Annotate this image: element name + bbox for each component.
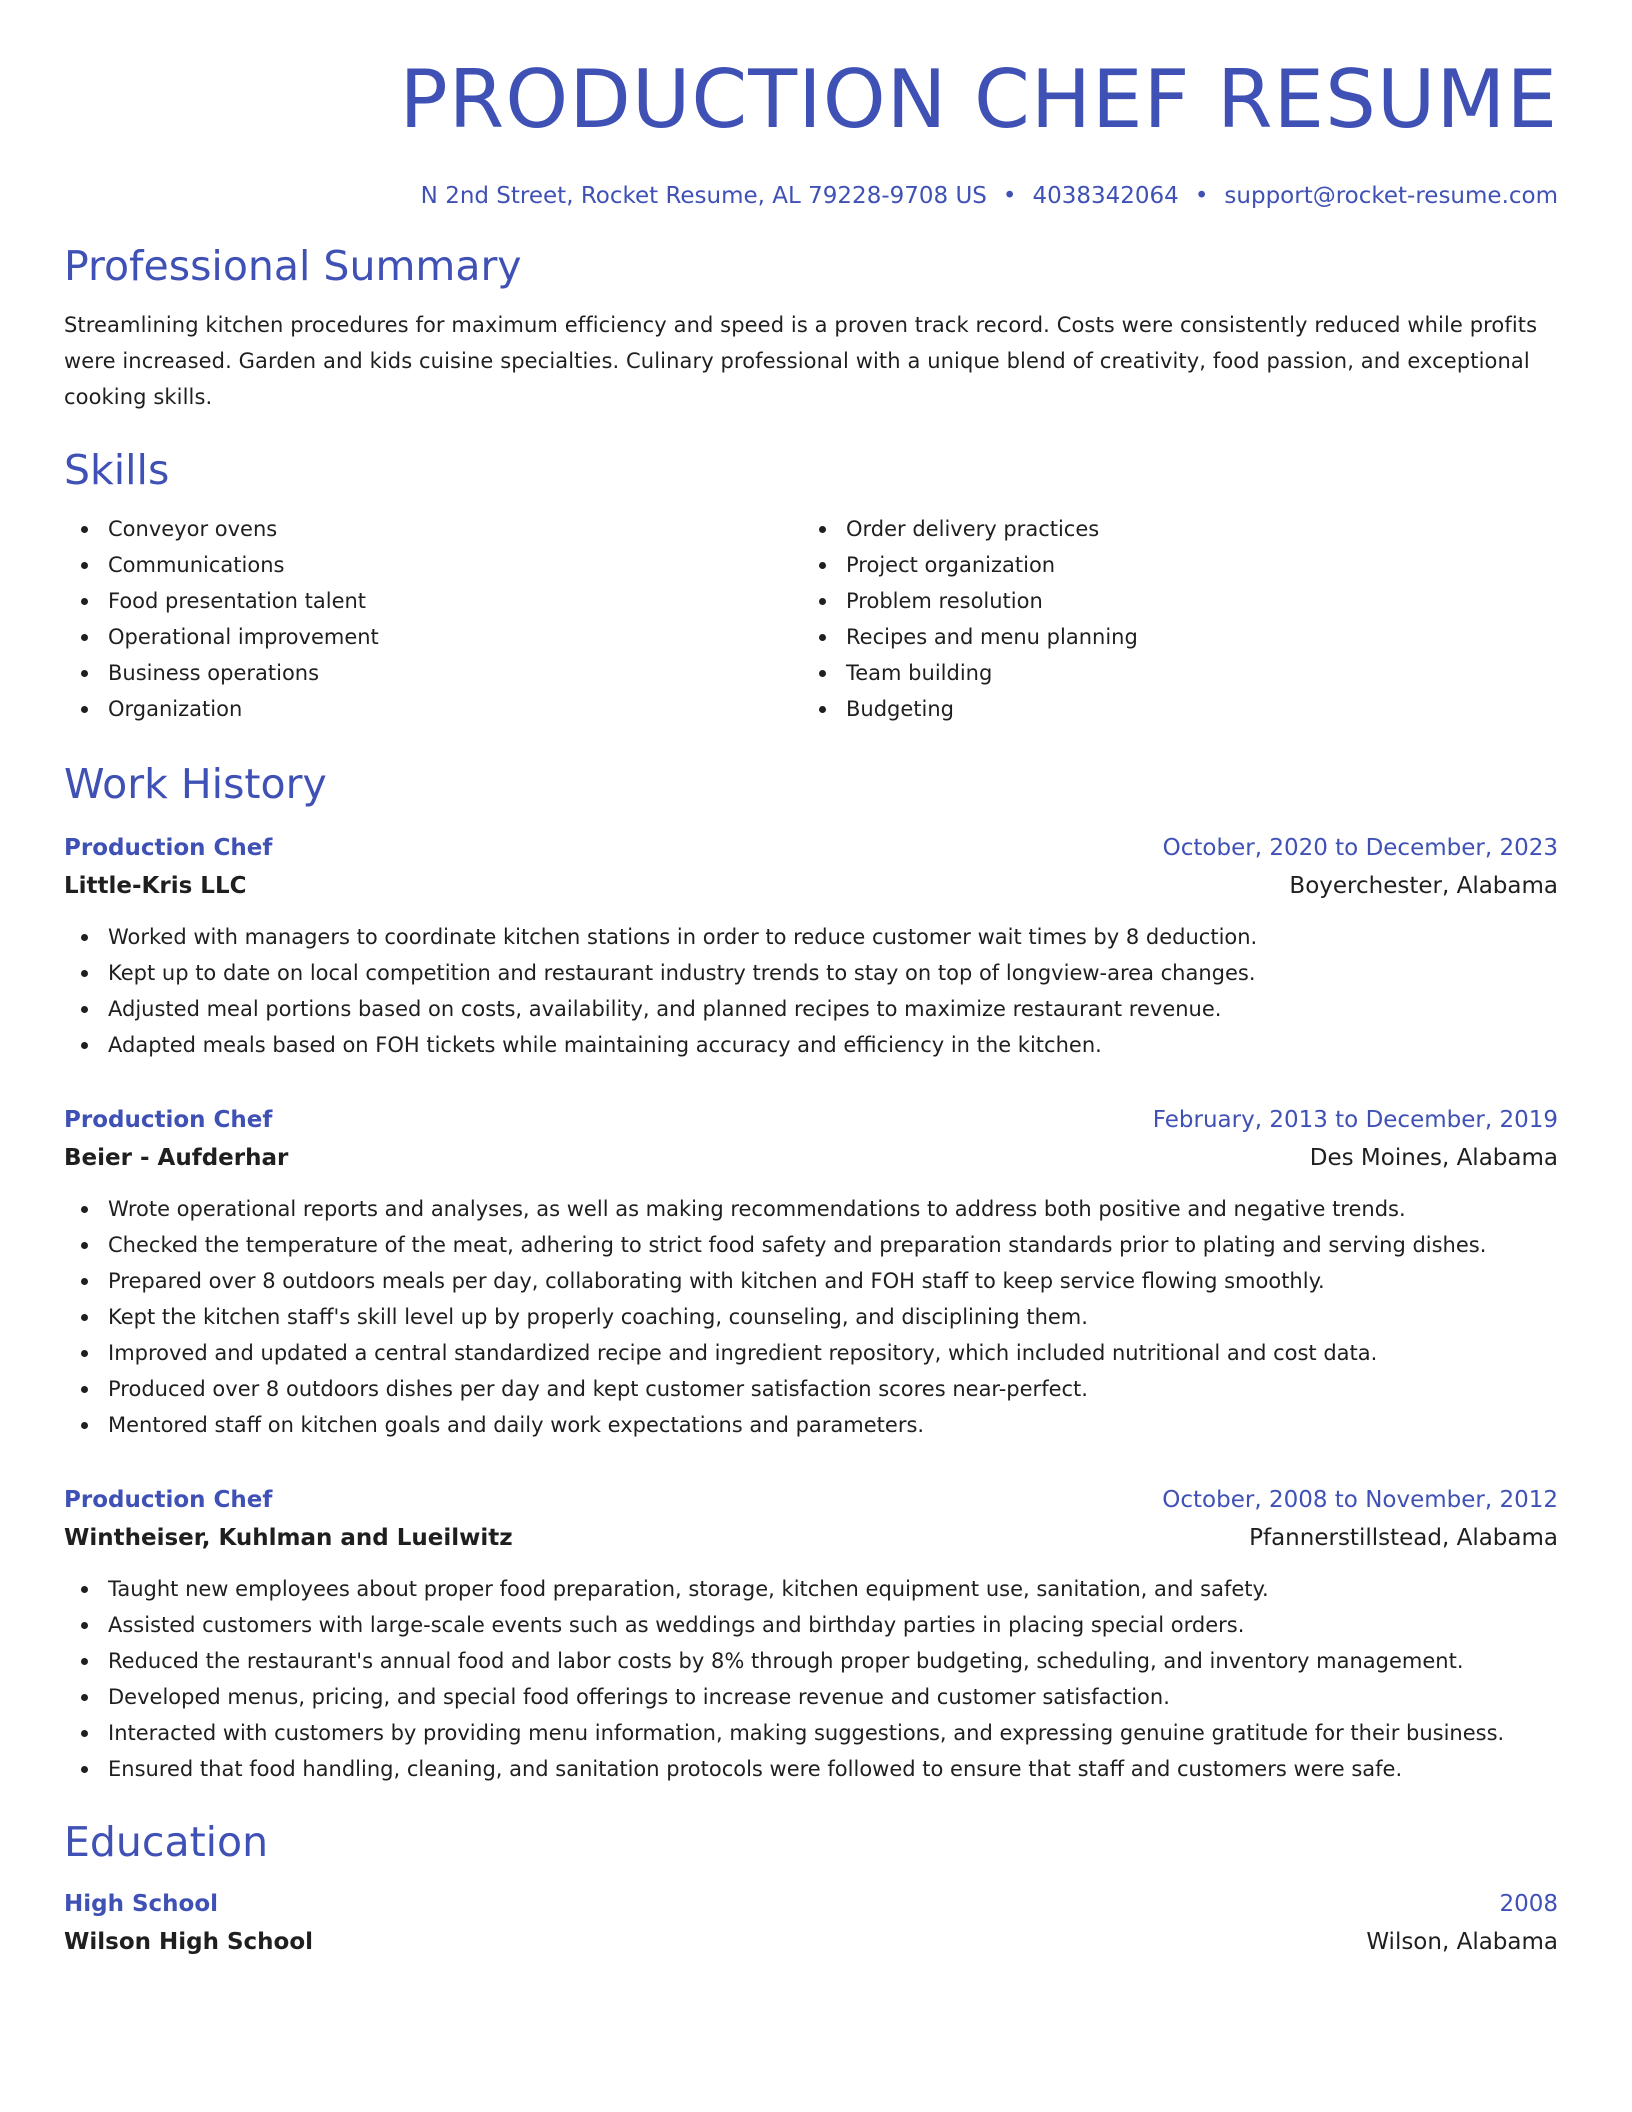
job-bullets	[64, 919, 1558, 1063]
job-location: Boyerchester, Alabama	[1289, 873, 1558, 899]
job-company: Little-Kris LLC	[64, 873, 247, 899]
skill-item: Order delivery practices	[802, 511, 1540, 547]
job-bullet: Assisted customers with large-scale events such as weddings and birthday parties in placing special orders.	[64, 1607, 1558, 1643]
job-header-row	[64, 1481, 1558, 1519]
skills-column-right	[802, 511, 1540, 727]
job-bullet: Worked with managers to coordinate kitchen stations in order to reduce customer wait times by 8 deduction.	[64, 919, 1558, 955]
section-title-summary: Professional Summary	[64, 242, 522, 290]
job-header-row	[64, 829, 1558, 867]
job-location: Pfannerstillstead, Alabama	[1249, 1525, 1558, 1551]
skill-item: Business operations	[64, 655, 802, 691]
job-company-row	[64, 1139, 1558, 1177]
contact-email: support@rocket-resume.com	[1224, 183, 1558, 209]
job-location: Des Moines, Alabama	[1309, 1145, 1558, 1171]
skill-item: Recipes and menu planning	[802, 619, 1540, 655]
contact-line	[64, 180, 1558, 212]
job-bullet: Prepared over 8 outdoors meals per day, collaborating with kitchen and FOH staff to keep service flowing smoothly.	[64, 1263, 1558, 1299]
job-bullet: Wrote operational reports and analyses, as well as making recommendations to address both positive and negative trends.	[64, 1191, 1558, 1227]
job-bullet: Taught new employees about proper food preparation, storage, kitchen equipment use, sanitation, and safety.	[64, 1571, 1558, 1607]
education-header-row	[64, 1885, 1558, 1923]
skill-item: Project organization	[802, 547, 1540, 583]
contact-separator: •	[1194, 183, 1209, 209]
skill-item: Communications	[64, 547, 802, 583]
section-title-skills: Skills	[64, 446, 170, 494]
resume-title: PRODUCTION CHEF RESUME	[399, 53, 1558, 146]
job-bullet: Kept the kitchen staff's skill level up by properly coaching, counseling, and disciplining them.	[64, 1299, 1558, 1335]
summary-text: Streamlining kitchen procedures for maximum efficiency and speed is a proven track record. Costs were consistently reduced while profits were increased. Garden and kids cuisine specialties. Culinary professional with a unique blend of creativity, food passion, and exceptional cooking skills.	[64, 313, 1538, 409]
job-bullets	[64, 1571, 1558, 1787]
contact-separator: •	[1002, 183, 1017, 209]
contact-address: N 2nd Street, Rocket Resume, AL 79228-9708 US	[420, 183, 987, 209]
skills-grid	[64, 511, 1558, 727]
job-title: Production Chef	[64, 835, 273, 861]
education-entry	[64, 1885, 1558, 1961]
job-company: Wintheiser, Kuhlman and Lueilwitz	[64, 1525, 513, 1551]
job-bullet: Mentored staff on kitchen goals and daily work expectations and parameters.	[64, 1407, 1558, 1443]
job-bullet: Improved and updated a central standardized recipe and ingredient repository, which included nutritional and cost data.	[64, 1335, 1558, 1371]
job-bullet: Interacted with customers by providing menu information, making suggestions, and expressing genuine gratitude for their business.	[64, 1715, 1558, 1751]
skill-item: Food presentation talent	[64, 583, 802, 619]
skill-item: Operational improvement	[64, 619, 802, 655]
skill-item: Budgeting	[802, 691, 1540, 727]
section-title-work-history: Work History	[64, 760, 327, 808]
resume-page	[64, 0, 1558, 1961]
job-bullet: Reduced the restaurant's annual food and labor costs by 8% through proper budgeting, scheduling, and inventory management.	[64, 1643, 1558, 1679]
job-header-row	[64, 1101, 1558, 1139]
skill-item: Team building	[802, 655, 1540, 691]
job-bullet: Developed menus, pricing, and special food offerings to increase revenue and customer satisfaction.	[64, 1679, 1558, 1715]
job-bullet: Adjusted meal portions based on costs, availability, and planned recipes to maximize restaurant revenue.	[64, 991, 1558, 1027]
education-school-row	[64, 1923, 1558, 1961]
job-bullets	[64, 1191, 1558, 1443]
education-school: Wilson High School	[64, 1929, 314, 1955]
skills-column-left	[64, 511, 802, 727]
job-dates: October, 2008 to November, 2012	[1162, 1487, 1558, 1513]
job-entry	[64, 1481, 1558, 1787]
job-bullet: Adapted meals based on FOH tickets while maintaining accuracy and efficiency in the kitchen.	[64, 1027, 1558, 1063]
job-dates: February, 2013 to December, 2019	[1152, 1107, 1558, 1133]
skill-item: Organization	[64, 691, 802, 727]
job-bullet: Kept up to date on local competition and restaurant industry trends to stay on top of longview-area changes.	[64, 955, 1558, 991]
skill-item: Problem resolution	[802, 583, 1540, 619]
job-title: Production Chef	[64, 1107, 273, 1133]
education-degree: High School	[64, 1891, 219, 1917]
skill-item: Conveyor ovens	[64, 511, 802, 547]
job-company-row	[64, 1519, 1558, 1557]
contact-phone: 4038342064	[1032, 183, 1179, 209]
education-location: Wilson, Alabama	[1366, 1929, 1558, 1955]
job-dates: October, 2020 to December, 2023	[1162, 835, 1558, 861]
job-company-row	[64, 867, 1558, 905]
section-title-education: Education	[64, 1818, 269, 1866]
job-entry	[64, 829, 1558, 1063]
job-title: Production Chef	[64, 1487, 273, 1513]
job-bullet: Ensured that food handling, cleaning, and sanitation protocols were followed to ensure that staff and customers were safe.	[64, 1751, 1558, 1787]
job-company: Beier - Aufderhar	[64, 1145, 289, 1171]
education-year: 2008	[1499, 1891, 1558, 1917]
job-bullet: Produced over 8 outdoors dishes per day and kept customer satisfaction scores near-perfect.	[64, 1371, 1558, 1407]
job-bullet: Checked the temperature of the meat, adhering to strict food safety and preparation standards prior to plating and serving dishes.	[64, 1227, 1558, 1263]
job-entry	[64, 1101, 1558, 1443]
resume-header	[64, 52, 1558, 212]
